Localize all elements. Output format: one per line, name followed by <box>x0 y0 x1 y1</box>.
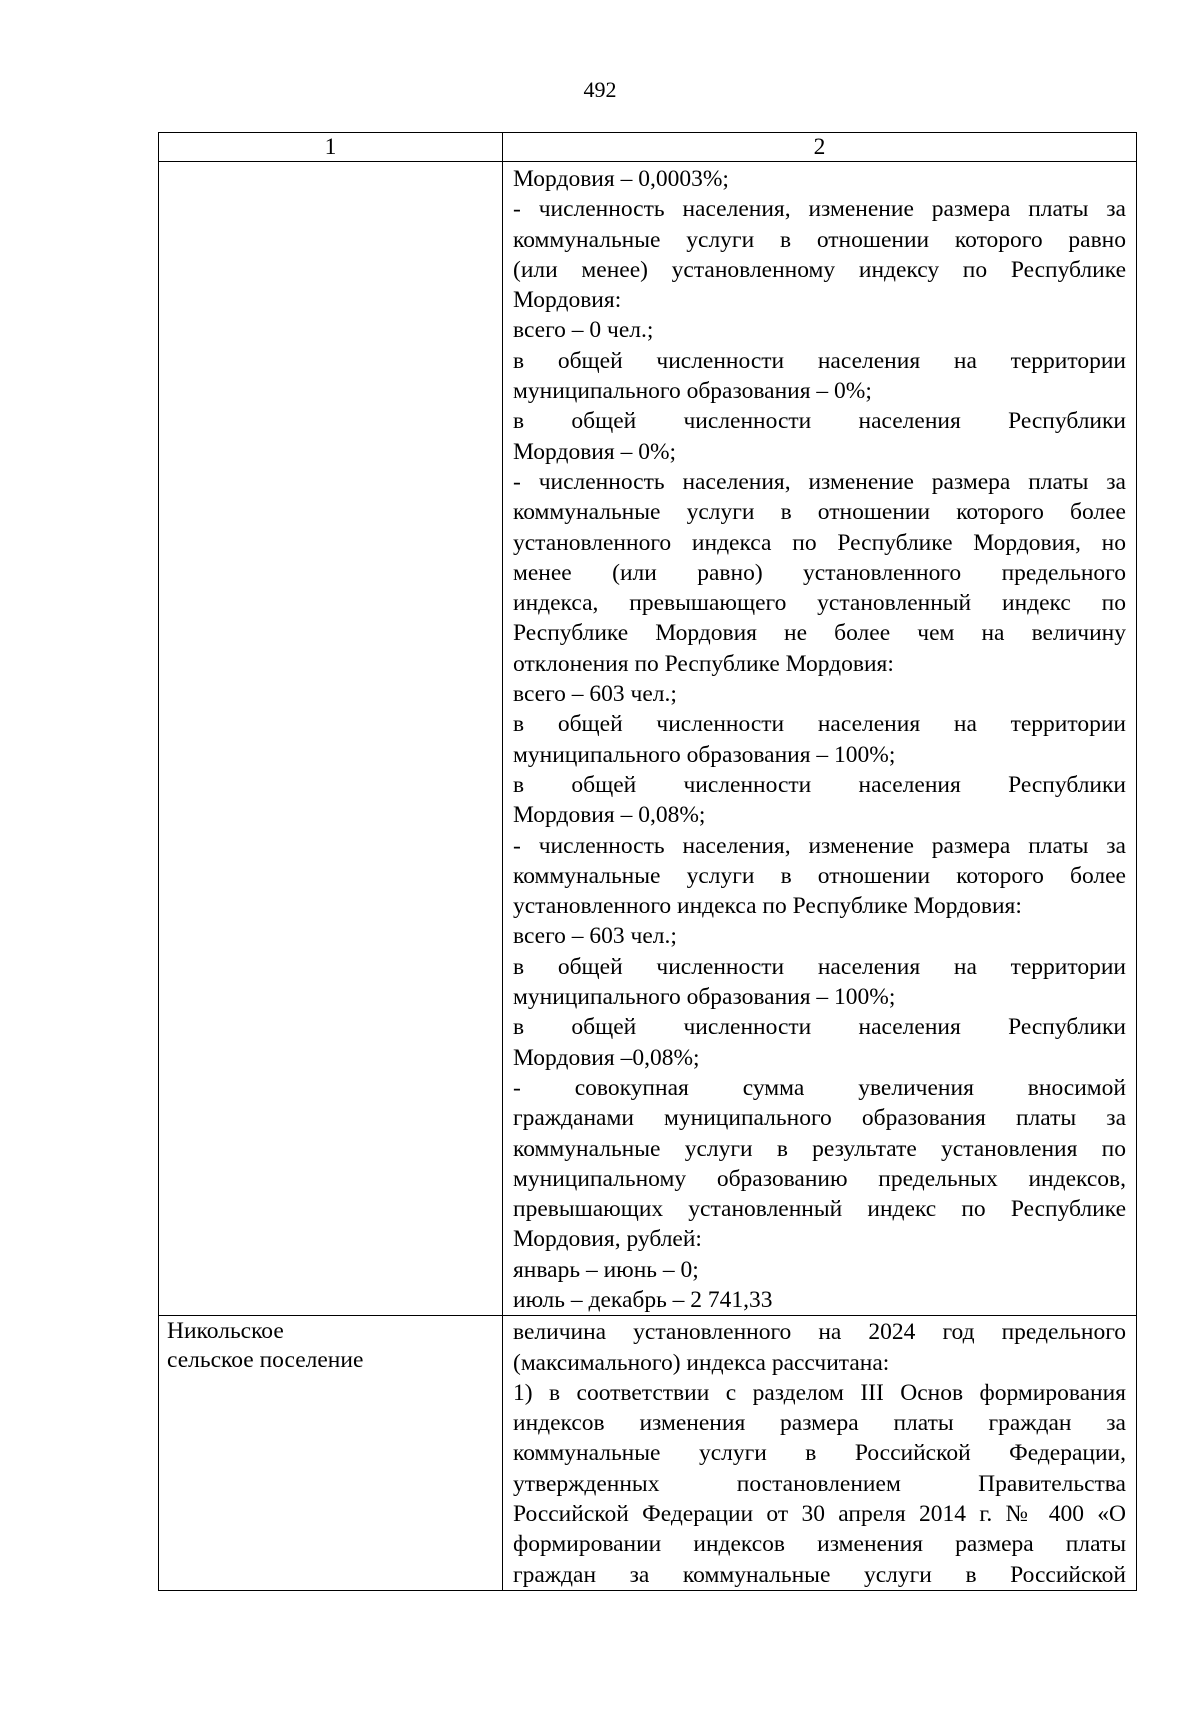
text-line: в общей численности населения на территории <box>513 347 1126 374</box>
table-row <box>159 1316 1137 1591</box>
text-line: граждан за коммунальные услуги в Российской <box>513 1561 1126 1588</box>
text-line: коммунальные услуги в Российской Федерации, <box>513 1440 1126 1467</box>
text-line: всего – 0 чел.; <box>513 317 654 344</box>
text-line: в общей численности населения на территории <box>513 953 1126 980</box>
text-line: сельское поселение <box>167 1347 364 1374</box>
text-line: коммунальные услуги в отношении которого более <box>513 862 1126 889</box>
text-line: превышающих установленный индекс по Республике <box>513 1196 1126 1223</box>
text-line: Мордовия – 0,08%; <box>513 802 706 829</box>
text-line: в общей численности населения Республики <box>513 771 1126 798</box>
text-line: - численность населения, изменение размера платы за <box>513 468 1126 495</box>
text-line: - численность населения, изменение размера платы за <box>513 832 1126 859</box>
text-line: индексов изменения размера платы граждан за <box>513 1410 1126 1437</box>
description-cell <box>503 162 1137 1316</box>
text-line: индекса, превышающего установленный индекс по <box>513 590 1126 617</box>
text-line: коммунальные услуги в отношении которого более <box>513 499 1126 526</box>
text-line: утвержденных постановлением Правительства <box>513 1470 1126 1497</box>
text-line: Мордовия, рублей: <box>513 1226 702 1253</box>
text-line: в общей численности населения на территории <box>513 711 1126 738</box>
text-line: всего – 603 чел.; <box>513 681 677 708</box>
column-header-1: 1 <box>159 133 503 162</box>
municipality-cell <box>159 1316 503 1591</box>
text-line: установленного индекса по Республике Мордовия, но <box>513 529 1126 556</box>
description-cell <box>503 1316 1137 1591</box>
text-line: муниципальному образованию предельных индексов, <box>513 1165 1126 1192</box>
document-table <box>158 132 1137 1591</box>
text-line: Мордовия – 0,0003%; <box>513 166 729 192</box>
text-line: Республике Мордовия не более чем на величину <box>513 620 1126 647</box>
text-line: - численность населения, изменение размера платы за <box>513 196 1126 223</box>
text-line: июль – декабрь – 2 741,33 <box>513 1286 773 1313</box>
column-header-2: 2 <box>503 133 1137 162</box>
text-line: январь – июнь – 0; <box>513 1256 699 1283</box>
text-line: Никольское <box>167 1318 284 1345</box>
page-number: 492 <box>583 77 617 102</box>
text-line: отклонения по Республике Мордовия: <box>513 650 894 677</box>
text-line: в общей численности населения Республики <box>513 1014 1126 1041</box>
text-line: Мордовия –0,08%; <box>513 1044 700 1071</box>
text-line: муниципального образования – 100%; <box>513 984 896 1011</box>
text-line: - совокупная сумма увеличения вносимой <box>513 1074 1126 1101</box>
table-row <box>159 162 1137 1316</box>
text-line: Российской Федерации от 30 апреля 2014 г. № 400 «О <box>513 1501 1126 1528</box>
text-line: коммунальные услуги в результате установления по <box>513 1135 1126 1162</box>
text-line: всего – 603 чел.; <box>513 923 677 950</box>
text-line: Мордовия: <box>513 287 622 314</box>
text-line: 1) в соответствии с разделом III Основ формирования <box>513 1379 1126 1406</box>
text-line: установленного индекса по Республике Мордовия: <box>513 893 1022 920</box>
text-line: формировании индексов изменения размера платы <box>513 1531 1126 1558</box>
text-line: (максимального) индекса рассчитана: <box>513 1349 890 1376</box>
text-line: муниципального образования – 100%; <box>513 741 896 768</box>
text-line: в общей численности населения Республики <box>513 408 1126 435</box>
text-line: (или менее) установленному индексу по Республике <box>513 256 1126 283</box>
text-line: гражданами муниципального образования платы за <box>513 1105 1126 1132</box>
text-line: муниципального образования – 0%; <box>513 378 872 405</box>
text-line: величина установленного на 2024 год предельного <box>513 1319 1126 1346</box>
text-line: коммунальные услуги в отношении которого равно <box>513 226 1126 253</box>
municipality-cell <box>159 162 503 1316</box>
text-line: менее (или равно) установленного предельного <box>513 559 1126 586</box>
table-header-row <box>159 133 1137 162</box>
text-line: Мордовия – 0%; <box>513 438 677 465</box>
